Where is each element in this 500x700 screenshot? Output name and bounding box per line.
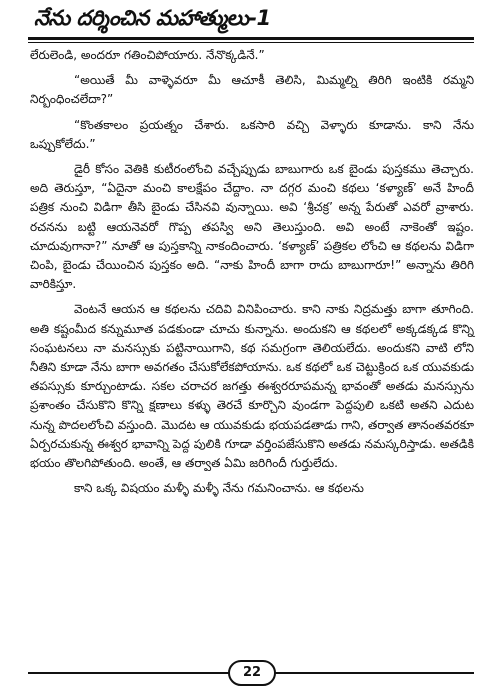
running-header [28, 6, 474, 40]
paragraph-6: కాని ఒక్క విషయం మళ్ళీ మళ్ళీ నేను గమనించాను. ఆ కథలను [74, 481, 364, 496]
paragraph-3: “కొంతకాలం ప్రయత్నం చేశారు. ఒకసారి వచ్చి వెళ్ళారు కూడాను. కాని నేను ఒప్పుకోలేదు.” [30, 117, 474, 151]
paragraph-2: “అయితే మీ వాళ్ళెవరూ మీ ఆచూకీ తెలిసి, మిమ్మల్ని తిరిగి ఇంటికి రమ్మని నిర్బంధించలేదా?” [30, 73, 474, 107]
header-rule-thick [28, 37, 474, 40]
page-body [30, 46, 474, 504]
book-title: నేను దర్శించిన మహాత్ములు-1 [34, 6, 271, 30]
page-number: 22 [228, 660, 276, 686]
paragraph-5: వెంటనే ఆయన ఆ కథలను చదివి వినిపించారు. కాని నాకు నిద్రమత్తు బాగా తూగింది. అతి కష్టంమీద కన్నుమూత పడకుండా చూచు కున్నాను. అందుకని ఆ కథలలో అక్కడక్కడ కొన్ని సంఘటనలు నా మనస్సుకు పట్టినాయిగాని, కథ సమగ్రంగా తెలియలేదు. అందుకని వాటి లోని నీతిని కూడా నేను బాగా అవగతం చేసుకోలేకపోయాను. ఒక కథలో ఒక చెట్టుక్రింద ఒక యువకుడు తపస్సుకు కూర్చుంటాడు. సకల చరాచర జగత్తు ఈశ్వరరూపమన్న భావంతో అతడు మనస్సును ప్రశాంతం చేసుకొని కొన్ని క్షణాలు కళ్ళు తెరచే కూర్చొని వుండగా పెద్దపులి ఒకటి అతని ఎదుట నున్న పొదలలోంచి వస్తుంది. మొదట ఆ యువకుడు భయపడతాడు గాని, తర్వాత తానంతవరకూ ఏర్పరచుకున్న ఈశ్వర భావాన్ని పెద్ద పులికి గూడా వర్తింపజేసుకొని అతడు నమస్కరిస్తాడు. అతడికి భయం తొలగిపోతుంది. అంతే, ఆ తర్వాత ఏమి జరిగిందీ గుర్తులేదు. [30, 302, 474, 471]
paragraph-1: లేరులెండి, అందరూ గతించిపోయారు. నేనొక్కడినే.” [30, 48, 265, 62]
paragraph-4: డైరీ కోసం వెతికి కుటీరంలోంచి వచ్చేప్పుడు బాబుగారు ఒక బైండు పుస్తకము తెచ్చారు. అది తెరుస్తూ, “ఏదైనా మంచి కాలక్షేపం చేద్దాం. నా దగ్గర మంచి కథలు ‘కళ్యాణ్’ అనే హిందీ పత్రిక నుంచి విడిగా తీసి బైండు చేసినవి వున్నాయి. అవి ‘శ్రీచక్ర’ అన్న పేరుతో ఎవరో వ్రాశారు. రచనను బట్టి ఆయనెవరో గొప్ప తపస్వి అని తెలుస్తుంది. అవి అంటే నాకెంతో ఇష్టం. చూదువుగానా?” నూతో ఆ పుస్తకాన్ని నాకందించారు. ‘కళ్యాణ్’ పత్రికల లోంచి ఆ కథలను విడిగా చింపి, బైండు చేయించిన పుస్తకం అది. “నాకు హిందీ బాగా రాదు బాబుగారూ!” అన్నాను తిరిగి వారికిస్తూ. [30, 162, 474, 292]
header-rule-thin [28, 42, 474, 43]
